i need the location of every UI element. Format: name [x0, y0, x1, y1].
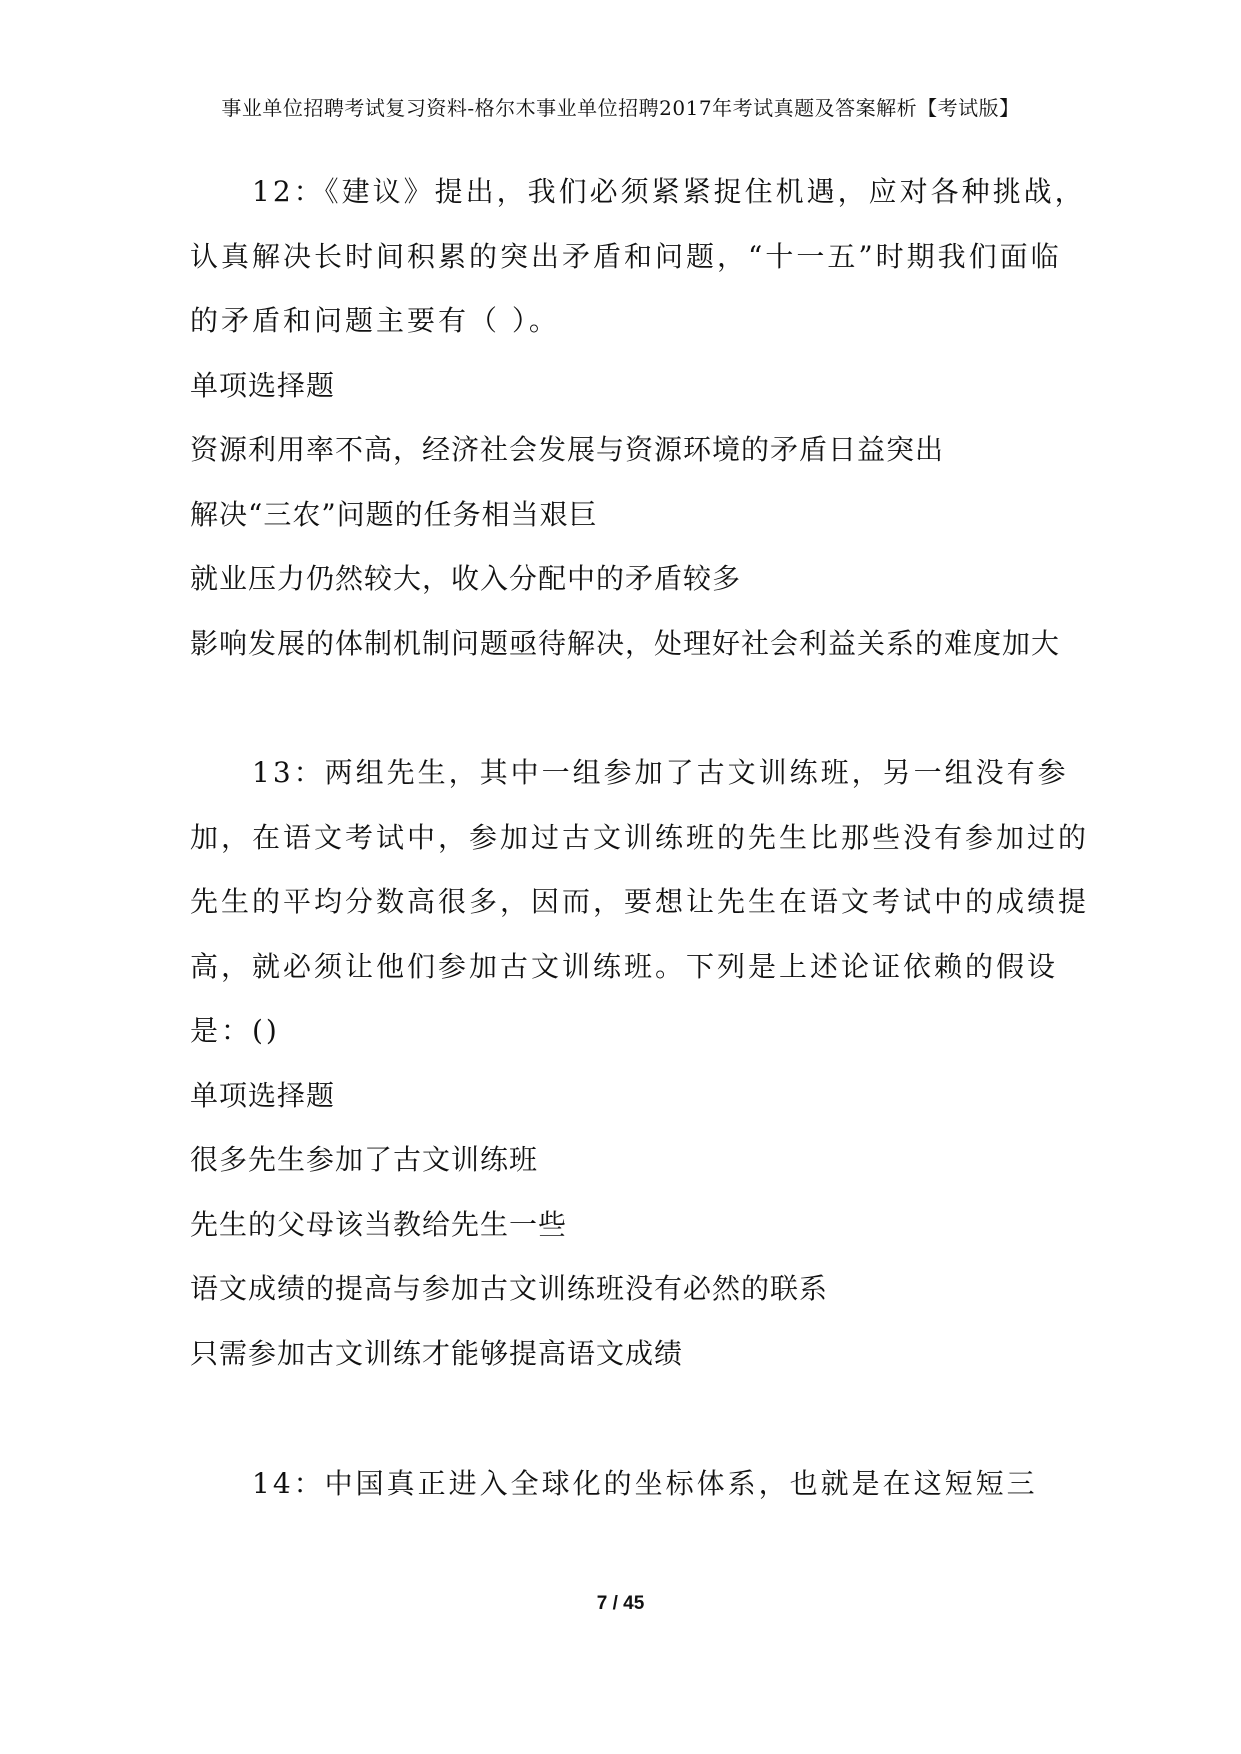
question-stem: 14：中国真正进入全球化的坐标体系，也就是在这短短三: [252, 1467, 1038, 1500]
answer-option: 很多先生参加了古文训练班: [190, 1143, 539, 1176]
answer-option: 就业压力仍然较大，收入分配中的矛盾较多: [190, 562, 742, 595]
question-13: [190, 741, 1090, 1386]
page-number: 7 / 45: [596, 1593, 645, 1614]
question-type: 单项选择题: [190, 1078, 336, 1112]
question-stem: 13：两组先生，其中一组参加了古文训练班，另一组没有参加，在语文考试中，参加过古文训练班的先生比那些没有参加过的先生的平均分数高很多，因而，要想让先生在语文考试中的成绩提高，就必须让他们参加古文训练班。下列是上述论证依赖的假设是：(): [190, 756, 1090, 1047]
spacer: [190, 676, 1090, 741]
answer-option: 先生的父母该当教给先生一些: [190, 1207, 568, 1241]
page-header: 事业单位招聘考试复习资料-格尔木事业单位招聘2017年考试真题及答案解析【考试版】: [221, 96, 1020, 120]
document-body: [190, 160, 1090, 1517]
question-12: [190, 160, 1090, 676]
question-14: [190, 1452, 1090, 1517]
answer-option: 影响发展的体制机制问题亟待解决，处理好社会利益关系的难度加大: [190, 626, 1061, 660]
answer-option: 语文成绩的提高与参加古文训练班没有必然的联系: [190, 1272, 829, 1305]
answer-option: 只需参加古文训练才能够提高语文成绩: [190, 1336, 684, 1370]
answer-option: 资源利用率不高，经济社会发展与资源环境的矛盾日益突出: [190, 433, 945, 466]
question-stem: 12：《建议》提出，我们必须紧紧捉住机遇，应对各种挑战，认真解决长时间积累的突出矛盾和问题，“十一五”时期我们面临的矛盾和问题主要有（ ）。: [190, 175, 1086, 337]
spacer: [190, 1386, 1090, 1452]
answer-option: 解决“三农”问题的任务相当艰巨: [190, 497, 598, 531]
question-type: 单项选择题: [190, 368, 336, 402]
